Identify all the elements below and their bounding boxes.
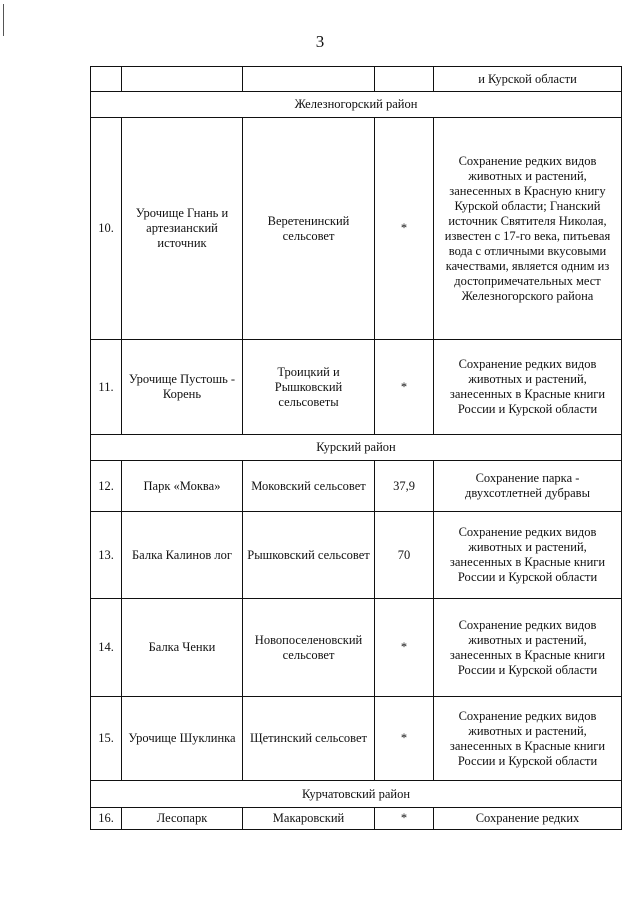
district-header-row <box>91 92 622 118</box>
district-header-row <box>91 781 622 808</box>
location-cell: Веретенинский сельсовет <box>243 118 375 340</box>
table-row <box>91 67 622 92</box>
object-name: Балка Ченки <box>122 599 243 697</box>
row-number: 16. <box>91 808 122 830</box>
location-cell: Щетинский сельсовет <box>243 697 375 781</box>
table-row <box>91 340 622 435</box>
area-cell: * <box>375 697 434 781</box>
district-name: Железногорский район <box>91 92 622 118</box>
location-cell: Макаровский <box>243 808 375 830</box>
row-number: 11. <box>91 340 122 435</box>
table-row <box>91 599 622 697</box>
table-row <box>91 512 622 599</box>
location-cell: Новопоселеновский сельсовет <box>243 599 375 697</box>
district-header-row <box>91 435 622 461</box>
table-row <box>91 118 622 340</box>
area-cell: * <box>375 118 434 340</box>
protected-areas-table <box>90 66 622 830</box>
object-name <box>122 67 243 92</box>
object-name: Урочище Шуклинка <box>122 697 243 781</box>
location-cell: Рышковский сельсовет <box>243 512 375 599</box>
row-number: 13. <box>91 512 122 599</box>
area-cell: * <box>375 340 434 435</box>
object-name: Парк «Моква» <box>122 461 243 512</box>
row-number: 15. <box>91 697 122 781</box>
location-cell: Троицкий и Рышковский сельсоветы <box>243 340 375 435</box>
area-cell: * <box>375 599 434 697</box>
object-name: Лесопарк <box>122 808 243 830</box>
table-row <box>91 461 622 512</box>
purpose-cell: Сохранение редких видов животных и растений, занесенных в Красные книги России и Курской области <box>434 512 622 599</box>
row-number: 14. <box>91 599 122 697</box>
object-name: Урочище Пустошь - Корень <box>122 340 243 435</box>
location-cell: Моковский сельсовет <box>243 461 375 512</box>
location-cell <box>243 67 375 92</box>
area-cell: 37,9 <box>375 461 434 512</box>
area-cell: * <box>375 808 434 830</box>
district-name: Курчатовский район <box>91 781 622 808</box>
purpose-cell: Сохранение редких видов животных и растений, занесенных в Красную книгу Курской области; Гнанский источник Святителя Николая, известен с 17-го века, питьевая вода с отличными вкусовыми качествами, является одним из достопримечательных мест Железногорского района <box>434 118 622 340</box>
purpose-cell: Сохранение редких <box>434 808 622 830</box>
purpose-cell: Сохранение редких видов животных и растений, занесенных в Красные книги России и Курской области <box>434 599 622 697</box>
district-name: Курский район <box>91 435 622 461</box>
area-cell <box>375 67 434 92</box>
purpose-cell: Сохранение редких видов животных и растений, занесенных в Красные книги России и Курской области <box>434 340 622 435</box>
row-number <box>91 67 122 92</box>
purpose-cell: Сохранение редких видов животных и растений, занесенных в Красные книги России и Курской области <box>434 697 622 781</box>
page-number: 3 <box>315 32 325 51</box>
row-number: 12. <box>91 461 122 512</box>
object-name: Урочище Гнань и артезианский источник <box>122 118 243 340</box>
object-name: Балка Калинов лог <box>122 512 243 599</box>
area-cell: 70 <box>375 512 434 599</box>
purpose-cell: Сохранение парка - двухсотлетней дубравы <box>434 461 622 512</box>
table-row <box>91 808 622 830</box>
table-row <box>91 697 622 781</box>
purpose-cell: и Курской области <box>434 67 622 92</box>
row-number: 10. <box>91 118 122 340</box>
